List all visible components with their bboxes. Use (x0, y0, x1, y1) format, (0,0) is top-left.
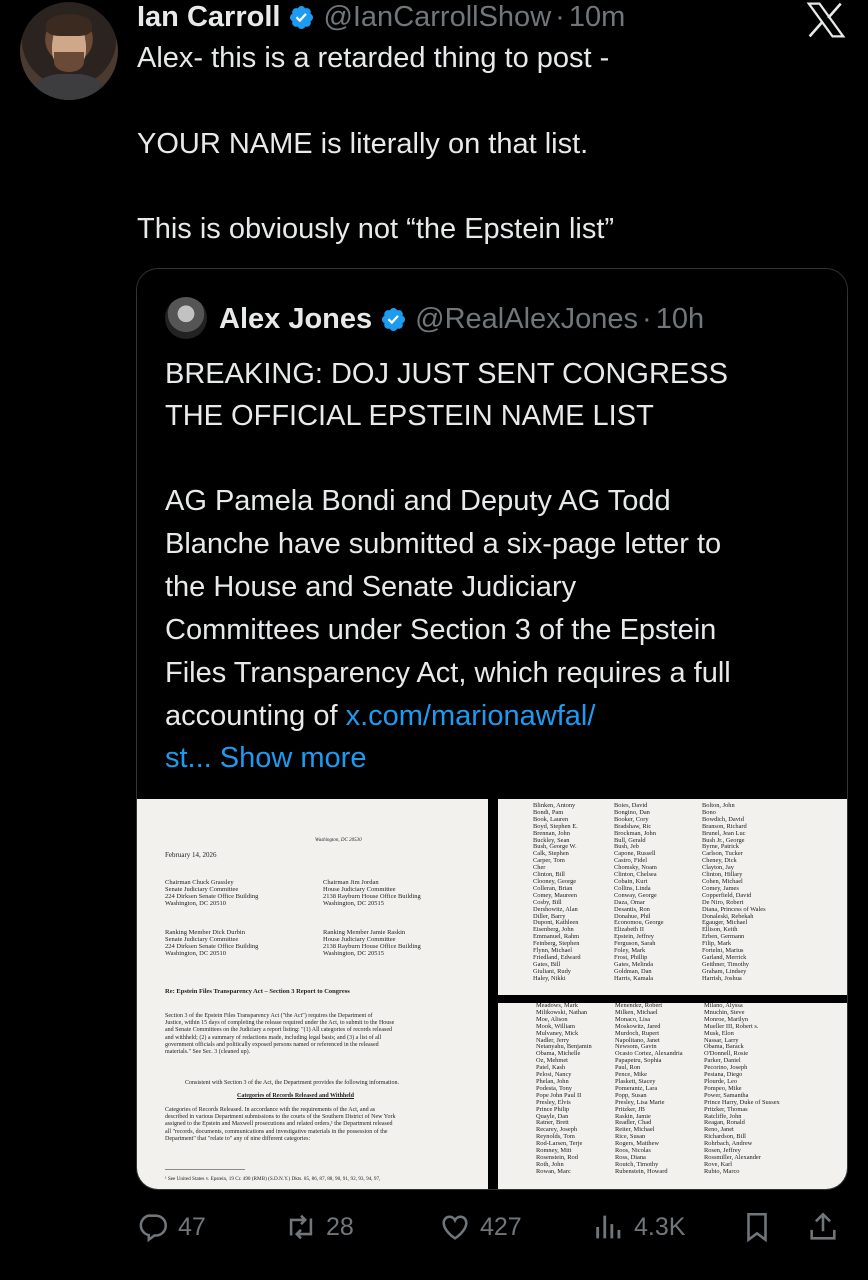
name-entry: Castro, Fidel (614, 857, 648, 865)
name-entry: Presley, Lisa Marie (615, 1098, 665, 1106)
quoted-line: AG Pamela Bondi and Deputy AG Todd (165, 485, 671, 517)
quoted-tweet-time[interactable]: 10h (655, 302, 705, 335)
name-entry: Recarey, Joseph (536, 1126, 578, 1134)
quoted-line: BREAKING: DOJ JUST SENT CONGRESS (165, 358, 728, 390)
name-entry: Diller, Barry (533, 912, 566, 920)
letter-recipient-block: Ranking Member Dick Durbin Senate Judiciary Committee 224 Dirksen Senate Office Building Washington, DC 20510 (165, 929, 259, 957)
name-entry: Raskin, Jamie (615, 1112, 651, 1120)
action-bar (0, 1205, 868, 1249)
name-entry: Harrish, Joshua (702, 974, 742, 982)
name-entry: Bush, George W. (533, 843, 577, 851)
name-entry: Clinton, Chelsea (614, 871, 657, 879)
author-name[interactable]: Ian Carroll (137, 0, 281, 33)
name-entry: Brockman, John (614, 829, 656, 837)
name-entry: Dupont, Kathleen (533, 919, 579, 927)
names-column (614, 803, 664, 983)
name-entry: Milikowski, Nathan (536, 1008, 588, 1016)
name-entry: Clinton, Hillary (702, 871, 743, 879)
separator-dot: · (555, 0, 565, 33)
name-entry: Calk, Stephen (533, 850, 569, 858)
name-entry: Comey, James (702, 884, 739, 892)
name-entry: Haley, Nikki (533, 974, 566, 982)
name-entry: Rowan, Marc (536, 1167, 571, 1175)
name-entry: Obama, Michelle (536, 1050, 581, 1058)
name-entry: Ratcliffe, John (704, 1112, 742, 1120)
name-entry: Newsom, Gavin (615, 1043, 657, 1051)
names-list-image[interactable] (498, 1003, 848, 1190)
quoted-link[interactable]: x.com/marionawfal/ (345, 700, 596, 732)
name-entry: Byrne, Patrick (702, 843, 739, 851)
name-entry: Economou, George (614, 919, 664, 927)
reply-icon (136, 1210, 170, 1244)
name-entry: Pope John Paul II (536, 1091, 582, 1099)
name-entry: Bull, Gerald (614, 836, 646, 844)
name-entry: Rohrbach, Andrew (704, 1140, 753, 1148)
name-entry: Daza, Omar (614, 898, 645, 906)
name-entry: Cosby, Bill (533, 898, 562, 906)
names-list-image[interactable] (498, 799, 848, 995)
name-entry: Paul, Ron (615, 1064, 641, 1072)
tweet-line: Alex- this is a retarded thing to post - (137, 42, 610, 74)
quoted-line: Files Transparency Act, which requires a full (165, 657, 731, 689)
name-entry: Clinton, Bill (533, 871, 565, 879)
name-entry: Rice, Susan (615, 1133, 646, 1141)
name-entry: Roos, Nicolas (615, 1147, 651, 1155)
quoted-line (165, 700, 595, 733)
letter-heading: Categories of Records Released and Withheld (237, 1093, 354, 1099)
name-entry: Rubio, Marco (704, 1167, 740, 1175)
letter-footnote: ¹ See United States v. Epstein, 19 Cr. 490 (RMB) (S.D.N.Y.) Dkts. 85, 86, 87, 88, 90, 91, 92, 93, 94, 97, (165, 1176, 381, 1182)
name-entry: Diana, Princess of Wales (702, 905, 766, 913)
name-entry: Ocasio Cortez, Alexandria (615, 1050, 683, 1058)
name-entry: Fortelni, Marius (702, 947, 744, 955)
name-entry: Bowdich, David (702, 815, 744, 823)
letter-recipient-block: Ranking Member Jamie Raskin House Judiciary Committee 2138 Rayburn House Office Building Washington, DC 20515 (323, 929, 421, 957)
name-entry: Routch, Timothy (615, 1160, 659, 1168)
quoted-author-handle[interactable]: @RealAlexJones (415, 302, 639, 335)
quoted-line (165, 742, 366, 775)
quoted-line: THE OFFICIAL EPSTEIN NAME LIST (165, 400, 654, 432)
name-entry: Gates, Bill (533, 960, 561, 968)
letter-image[interactable] (137, 799, 488, 1190)
avatar-body (34, 74, 104, 100)
name-entry: Erben, Germann (702, 933, 745, 941)
name-entry: Conway, George (614, 891, 657, 899)
name-entry: Friedland, Edward (533, 953, 581, 961)
like-button[interactable] (438, 1205, 522, 1249)
name-entry: Carlson, Tucker (702, 850, 743, 858)
name-entry: Pomerantz, Lara (615, 1084, 658, 1092)
name-entry: Pritzker, JB (615, 1105, 645, 1113)
name-entry: Rubenstein, Howard (615, 1167, 668, 1175)
name-entry: Boyd, Stephen E. (533, 822, 578, 830)
views-button[interactable] (592, 1205, 685, 1249)
name-entry: Reiter, Michael (615, 1126, 655, 1134)
name-entry: Clayton, Jay (702, 864, 734, 872)
tweet-line: YOUR NAME is literally on that list. (137, 128, 589, 160)
name-entry: Giuliani, Rudy (533, 967, 571, 975)
name-entry: Plaskett, Stacey (615, 1077, 656, 1085)
name-entry: Rossmiller, Alexander (704, 1153, 761, 1161)
name-entry: Mnuchin, Steve (704, 1008, 745, 1016)
like-count: 427 (480, 1212, 522, 1241)
name-entry: Nassar, Larry (704, 1036, 739, 1044)
name-entry: Moe, Alison (536, 1015, 568, 1023)
share-icon (806, 1210, 840, 1244)
name-entry: Rod-Larsen, Terje (536, 1140, 583, 1148)
name-entry: Prince Harry, Duke of Sussex (704, 1098, 780, 1106)
quoted-author-name[interactable]: Alex Jones (219, 302, 373, 335)
name-entry: Bono (702, 808, 716, 816)
name-entry: Pompeo, Mike (704, 1084, 742, 1092)
name-entry: Brunel, Jean Luc (702, 829, 746, 837)
name-entry: Rove, Karl (704, 1160, 733, 1168)
name-entry: Rosenstein, Rod (536, 1153, 578, 1161)
letter-paragraph: Consistent with Section 3 of the Act, the Department provides the following information. (185, 1080, 399, 1086)
verified-badge-icon (288, 4, 315, 31)
name-entry: Bongino, Dan (614, 808, 650, 816)
views-icon (592, 1210, 626, 1244)
name-entry: Mueller III, Robert s. (704, 1022, 759, 1030)
name-entry: Power, Samantha (704, 1091, 749, 1099)
letter-recipient-block: Chairman Jim Jordan House Judiciary Committee 2138 Rayburn House Office Building Washington, DC 20515 (323, 879, 421, 907)
name-entry: Podesta, Tony (536, 1084, 573, 1092)
quoted-line: the House and Senate Judiciary (165, 571, 577, 603)
footnote-rule (165, 1169, 245, 1170)
name-entry: Feinberg, Stephen (533, 940, 580, 948)
author-avatar[interactable] (20, 2, 118, 100)
names-column (533, 803, 581, 983)
name-entry: Cheney, Dick (702, 857, 737, 865)
like-icon (438, 1210, 472, 1244)
name-entry: Mook, William (536, 1022, 576, 1030)
name-entry: Menendez, Robert (615, 1003, 663, 1009)
name-entry: Bondi, Pam (533, 808, 564, 816)
name-entry: Buckley, Sean (533, 836, 570, 844)
name-entry: Moskowitz, Jared (615, 1022, 661, 1030)
name-entry: Ratner, Brett (536, 1119, 569, 1127)
name-entry: Pelosi, Nancy (536, 1071, 572, 1079)
repost-count: 28 (326, 1212, 354, 1241)
name-entry: Comey, Maureen (533, 891, 577, 899)
name-entry: Blinken, Antony (533, 802, 576, 809)
name-entry: Capone, Russell (614, 850, 656, 858)
name-entry: Branson, Richard (702, 822, 747, 830)
verified-badge-icon (380, 306, 407, 333)
name-entry: Monaco, Lisa (615, 1015, 651, 1023)
name-entry: Filip, Mark (702, 940, 732, 948)
name-entry: Copperfield, David (702, 891, 752, 899)
name-entry: Egauger, Michael (702, 919, 748, 927)
name-entry: Bradshaw, Ric (614, 822, 652, 830)
show-more-link[interactable]: Show more (219, 742, 367, 774)
name-entry: Graham, Lindsey (702, 967, 747, 975)
name-entry: Ellison, Keith (702, 926, 738, 934)
letter-date: February 14, 2026 (165, 851, 217, 859)
name-entry: Dershowitz, Alan (533, 905, 578, 913)
name-entry: Collins, Linda (614, 884, 651, 892)
name-entry: Cobain, Kurt (614, 877, 648, 885)
name-entry: Napolitano, Janet (615, 1036, 660, 1044)
share-button[interactable] (806, 1205, 848, 1249)
name-entry: Bolton, John (702, 802, 735, 809)
name-entry: Romney, Mitt (536, 1147, 572, 1155)
name-entry: Musk, Elon (704, 1029, 734, 1037)
name-entry: Bush Jr., George (702, 836, 745, 844)
name-entry: Harris, Kamala (614, 974, 654, 982)
name-entry: Popp, Susan (615, 1091, 647, 1099)
name-entry: Cohen, Michael (702, 877, 743, 885)
name-entry: Oz, Mehmet (536, 1057, 568, 1065)
names-column (702, 803, 766, 983)
names-column (536, 1003, 592, 1176)
repost-icon (284, 1210, 318, 1244)
name-entry: Mulvaney, Mick (536, 1029, 579, 1037)
name-entry: Monroe, Marilyn (704, 1015, 749, 1023)
name-entry: Ferguson, Sarah (614, 940, 656, 948)
tweet-header (137, 0, 625, 34)
name-entry: Pritzker, Thomas (704, 1105, 748, 1113)
tweet-time[interactable]: 10m (568, 0, 626, 33)
name-entry: Carper, Tom (533, 857, 565, 865)
name-entry: Brennan, John (533, 829, 570, 837)
separator-dot: · (642, 302, 652, 335)
x-logo-icon[interactable] (806, 2, 846, 38)
name-entry: Flynn, Michael (533, 947, 573, 955)
name-entry: De Niro, Robert (702, 898, 744, 906)
quoted-author-avatar[interactable] (165, 297, 207, 339)
name-entry: Phelan, John (536, 1077, 569, 1085)
name-entry: Milano, Alyssa (704, 1003, 743, 1009)
names-column (615, 1003, 683, 1176)
name-entry: Richardson, Bill (704, 1133, 746, 1141)
name-entry: Readler, Chad (615, 1119, 652, 1127)
name-entry: Patel, Kash (536, 1064, 566, 1072)
name-entry: Pence, Mike (615, 1071, 647, 1079)
name-entry: Reagan, Ronald (704, 1119, 745, 1127)
name-entry: Cher (533, 864, 546, 872)
repost-button[interactable] (284, 1205, 354, 1249)
name-entry: Presley, Elvis (536, 1098, 571, 1106)
name-entry: Eisenberg, John (533, 926, 574, 934)
views-count: 4.3K (634, 1212, 686, 1241)
letter-paragraph: Categories of Records Released. In accordance with the requirements of the Act, and as described in various Department submissions to the courts of the Southern District of New York assigned to the Epstein and Maxwell prosecutions and related orders,¹ the Department released all "records, documents, communications and investigative materials in the possession of the Department" that "relate to" any of nine different categories: (165, 1107, 396, 1142)
letter-recipient-block: Chairman Chuck Grassley Senate Judiciary Committee 224 Dirksen Senate Office Building Washington, DC 20510 (165, 879, 259, 907)
name-entry: Meadows, Mark (536, 1003, 578, 1009)
name-entry: Foley, Mark (614, 947, 646, 955)
name-entry: Donaleski, Rebekah (702, 912, 754, 920)
author-handle[interactable]: @IanCarrollShow (323, 0, 552, 33)
name-entry: Quayle, Dan (536, 1112, 569, 1120)
quoted-line: Committees under Section 3 of the Epstein (165, 614, 717, 646)
name-entry: Plourde, Leo (704, 1077, 738, 1085)
name-entry: O'Donnell, Rosie (704, 1050, 749, 1058)
name-entry: Gates, Melinda (614, 960, 654, 968)
name-entry: Emmanuel, Rahm (533, 933, 580, 941)
name-entry: Netanyahu, Benjamin (536, 1043, 592, 1051)
name-entry: Geithner, Timothy (702, 960, 749, 968)
reply-button[interactable] (136, 1205, 206, 1249)
quoted-header (219, 299, 704, 339)
bookmark-icon (740, 1210, 774, 1244)
bookmark-button[interactable] (740, 1205, 782, 1249)
name-entry: Book, Lauren (533, 815, 569, 823)
quoted-line-prefix: accounting of (165, 700, 346, 732)
name-entry: Pecorino, Joseph (704, 1064, 748, 1072)
reply-count: 47 (178, 1212, 206, 1241)
name-entry: Roth, John (536, 1160, 564, 1168)
name-entry: Bush, Jeb (614, 843, 639, 851)
name-entry: Booker, Cory (614, 815, 649, 823)
name-entry: Reynolds, Tom (536, 1133, 575, 1141)
name-entry: Nadler, Jerry (536, 1036, 570, 1044)
tweet-line: This is obviously not “the Epstein list” (137, 213, 615, 245)
letter-re-line: Re: Epstein Files Transparency Act – Section 3 Report to Congress (165, 988, 350, 995)
name-entry: Obama, Barack (704, 1043, 744, 1051)
quoted-line: Blanche have submitted a six-page letter to (165, 528, 722, 560)
name-entry: Colleran, Brian (533, 884, 573, 892)
quoted-tweet[interactable] (136, 268, 848, 1190)
name-entry: Desantis, Ron (614, 905, 650, 913)
name-entry: Milken, Michael (615, 1008, 658, 1016)
name-entry: Chomsky, Noam (614, 864, 657, 872)
avatar-beard (54, 52, 84, 72)
name-entry: Parker, Daniel (704, 1057, 741, 1065)
name-entry: Donahue, Phil (614, 912, 651, 920)
name-entry: Prince Philip (536, 1105, 570, 1113)
avatar-hair (46, 14, 92, 36)
name-entry: Pestana, Diego (704, 1071, 743, 1079)
name-entry: Goldman, Dan (614, 967, 652, 975)
names-column (704, 1003, 780, 1176)
name-entry: Clooney, George (533, 877, 577, 885)
letter-paragraph: Section 3 of the Epstein Files Transparency Act ("the Act") requires the Department of Justice, within 15 days of completing the release required under the Act, to submit to the House and Senate Committees on the Judiciary a report listing: "(1) All categories of records released and withheld; (2) a summary of redactions made, including legal basis; and (3) a list of all government officials and politically exposed persons named or referenced in the released materials." See Sec. 3 (cleaned up). (165, 1013, 395, 1056)
name-entry: Reno, Janet (704, 1126, 734, 1134)
name-entry: Rosen, Jeffrey (704, 1147, 741, 1155)
name-entry: Papapetru, Sophia (615, 1057, 662, 1065)
letter-date-stamp: Washington, DC 20530 (315, 838, 362, 843)
name-entry: Rogers, Matthew (615, 1140, 660, 1148)
name-entry: Epstein, Jeffrey (614, 933, 654, 941)
name-entry: Elizabeth II (614, 926, 644, 934)
name-entry: Ross, Diana (615, 1153, 646, 1161)
quoted-link-continued[interactable]: st... (165, 742, 212, 774)
name-entry: Murdoch, Rupert (615, 1029, 660, 1037)
name-entry: Frost, Phillip (614, 953, 648, 961)
name-entry: Garland, Merrick (702, 953, 747, 961)
name-entry: Boies, David (614, 802, 648, 809)
